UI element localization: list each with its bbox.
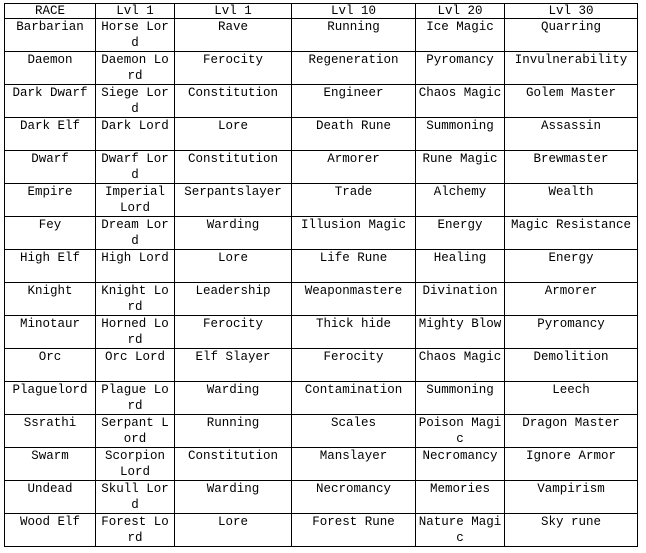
table-cell-race: Dark Dwarf — [5, 85, 96, 118]
table-cell-lvl1-b: Lore — [175, 250, 292, 283]
table-cell-lvl20: Memories — [416, 481, 505, 514]
table-cell-lvl1-a: Knight Lord — [96, 283, 175, 316]
table-cell-lvl1-a: Forest Lord — [96, 514, 175, 547]
table-cell-race: Wood Elf — [5, 514, 96, 547]
table-cell-lvl20: Nature Magic — [416, 514, 505, 547]
table-cell-lvl20: Ice Magic — [416, 19, 505, 52]
table-cell-lvl30: Quarring — [505, 19, 638, 52]
table-cell-lvl20: Healing — [416, 250, 505, 283]
table-cell-lvl1-b: Warding — [175, 382, 292, 415]
table-row — [5, 118, 638, 151]
table-row — [5, 250, 638, 283]
table-cell-lvl10: Engineer — [292, 85, 416, 118]
table-cell-lvl1-b: Leadership — [175, 283, 292, 316]
table-cell-lvl1-b: Lore — [175, 514, 292, 547]
table-cell-lvl1-a: Skull Lord — [96, 481, 175, 514]
table-cell-race: Swarm — [5, 448, 96, 481]
race-skills-table — [4, 3, 638, 547]
table-cell-lvl30: Golem Master — [505, 85, 638, 118]
column-header-lvl1-b: Lvl 1 — [175, 4, 292, 19]
column-header-race: RACE — [5, 4, 96, 19]
table-row — [5, 415, 638, 448]
header-row — [5, 4, 638, 19]
table-cell-lvl10: Armorer — [292, 151, 416, 184]
column-header-lvl10: Lvl 10 — [292, 4, 416, 19]
table-cell-lvl10: Thick hide — [292, 316, 416, 349]
table-cell-lvl10: Trade — [292, 184, 416, 217]
table-cell-lvl10: Regeneration — [292, 52, 416, 85]
table-cell-lvl10: Contamination — [292, 382, 416, 415]
table-cell-race: Dark Elf — [5, 118, 96, 151]
table-row — [5, 85, 638, 118]
table-cell-lvl30: Energy — [505, 250, 638, 283]
table-cell-race: Dwarf — [5, 151, 96, 184]
table-cell-lvl10: Illusion Magic — [292, 217, 416, 250]
table-row — [5, 382, 638, 415]
table-cell-lvl30: Pyromancy — [505, 316, 638, 349]
table-cell-lvl1-b: Serpantslayer — [175, 184, 292, 217]
table-cell-lvl10: Scales — [292, 415, 416, 448]
table-cell-lvl30: Leech — [505, 382, 638, 415]
table-row — [5, 481, 638, 514]
table-cell-lvl30: Brewmaster — [505, 151, 638, 184]
table-row — [5, 316, 638, 349]
table-cell-lvl30: Dragon Master — [505, 415, 638, 448]
table-cell-lvl1-a: High Lord — [96, 250, 175, 283]
table-cell-lvl1-a: Daemon Lord — [96, 52, 175, 85]
table-cell-lvl30: Wealth — [505, 184, 638, 217]
table-cell-lvl20: Chaos Magic — [416, 85, 505, 118]
table-cell-lvl1-a: Horse Lord — [96, 19, 175, 52]
table-cell-race: Daemon — [5, 52, 96, 85]
table-row — [5, 19, 638, 52]
column-header-lvl20: Lvl 20 — [416, 4, 505, 19]
table-cell-lvl30: Magic Resistance — [505, 217, 638, 250]
table-cell-lvl1-a: Serpant Lord — [96, 415, 175, 448]
table-cell-lvl1-b: Warding — [175, 481, 292, 514]
table-cell-lvl1-b: Warding — [175, 217, 292, 250]
table-cell-race: Plaguelord — [5, 382, 96, 415]
table-row — [5, 52, 638, 85]
table-row — [5, 151, 638, 184]
table-row — [5, 448, 638, 481]
table-cell-lvl20: Chaos Magic — [416, 349, 505, 382]
table-row — [5, 217, 638, 250]
table-cell-lvl1-b: Rave — [175, 19, 292, 52]
table-cell-lvl10: Manslayer — [292, 448, 416, 481]
table-cell-race: High Elf — [5, 250, 96, 283]
column-header-lvl1-a: Lvl 1 — [96, 4, 175, 19]
table-cell-lvl20: Necromancy — [416, 448, 505, 481]
table-cell-race: Undead — [5, 481, 96, 514]
table-cell-lvl20: Alchemy — [416, 184, 505, 217]
table-cell-lvl10: Running — [292, 19, 416, 52]
table-cell-lvl1-a: Dream Lord — [96, 217, 175, 250]
table-cell-lvl1-a: Horned Lord — [96, 316, 175, 349]
table-cell-lvl20: Divination — [416, 283, 505, 316]
table-cell-lvl30: Vampirism — [505, 481, 638, 514]
table-cell-lvl10: Weaponmastere — [292, 283, 416, 316]
table-row — [5, 514, 638, 547]
table-cell-race: Empire — [5, 184, 96, 217]
table-cell-lvl1-b: Constitution — [175, 448, 292, 481]
table-cell-lvl1-b: Ferocity — [175, 52, 292, 85]
table-cell-lvl10: Necromancy — [292, 481, 416, 514]
table-cell-lvl1-a: Siege Lord — [96, 85, 175, 118]
table-cell-lvl10: Death Rune — [292, 118, 416, 151]
table-cell-lvl20: Summoning — [416, 118, 505, 151]
table-cell-lvl1-a: Dwarf Lord — [96, 151, 175, 184]
table-cell-lvl30: Demolition — [505, 349, 638, 382]
table-cell-lvl1-a: Plague Lord — [96, 382, 175, 415]
column-header-lvl30: Lvl 30 — [505, 4, 638, 19]
table-cell-lvl10: Forest Rune — [292, 514, 416, 547]
table-row — [5, 184, 638, 217]
table-cell-lvl30: Assassin — [505, 118, 638, 151]
table-cell-lvl30: Invulnerability — [505, 52, 638, 85]
table-cell-lvl1-b: Constitution — [175, 85, 292, 118]
table-row — [5, 283, 638, 316]
table-cell-lvl20: Mighty Blow — [416, 316, 505, 349]
table-cell-lvl1-b: Lore — [175, 118, 292, 151]
table-cell-lvl30: Armorer — [505, 283, 638, 316]
table-cell-race: Ssrathi — [5, 415, 96, 448]
table-cell-lvl1-b: Elf Slayer — [175, 349, 292, 382]
table-cell-lvl1-a: Dark Lord — [96, 118, 175, 151]
table-cell-lvl1-b: Ferocity — [175, 316, 292, 349]
table-cell-lvl10: Ferocity — [292, 349, 416, 382]
table-cell-race: Barbarian — [5, 19, 96, 52]
table-row — [5, 349, 638, 382]
table-cell-lvl30: Sky rune — [505, 514, 638, 547]
table-cell-lvl20: Rune Magic — [416, 151, 505, 184]
table-cell-lvl1-b: Constitution — [175, 151, 292, 184]
table-cell-race: Orc — [5, 349, 96, 382]
table-body — [5, 19, 638, 547]
table-cell-lvl20: Pyromancy — [416, 52, 505, 85]
table-cell-lvl1-a: Imperial Lord — [96, 184, 175, 217]
table-cell-lvl20: Energy — [416, 217, 505, 250]
table-cell-lvl20: Summoning — [416, 382, 505, 415]
table-cell-lvl1-a: Orc Lord — [96, 349, 175, 382]
table-cell-lvl30: Ignore Armor — [505, 448, 638, 481]
table-cell-race: Minotaur — [5, 316, 96, 349]
table-cell-race: Knight — [5, 283, 96, 316]
table-cell-lvl20: Poison Magic — [416, 415, 505, 448]
table-cell-lvl10: Life Rune — [292, 250, 416, 283]
table-cell-lvl1-b: Running — [175, 415, 292, 448]
table-cell-race: Fey — [5, 217, 96, 250]
table-cell-lvl1-a: Scorpion Lord — [96, 448, 175, 481]
